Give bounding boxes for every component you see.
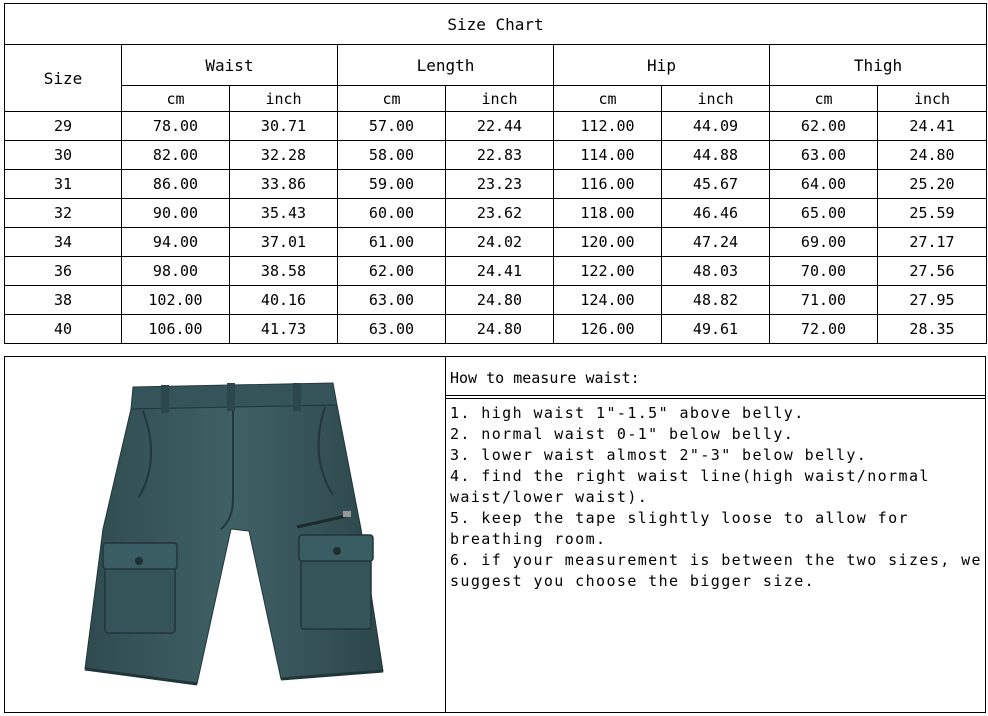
measure-cell: 63.00 (770, 141, 878, 170)
size-cell: 32 (5, 199, 122, 228)
unit-header: inch (230, 86, 338, 112)
unit-header: cm (770, 86, 878, 112)
measure-cell: 122.00 (554, 257, 662, 286)
measure-cell: 44.88 (662, 141, 770, 170)
group-header-waist: Waist (122, 45, 338, 86)
measure-cell: 48.03 (662, 257, 770, 286)
measure-cell: 46.46 (662, 199, 770, 228)
measure-cell: 38.58 (230, 257, 338, 286)
list-item: 6. if your measurement is between the two sizes, we suggest you choose the bigger size. (450, 551, 982, 590)
size-chart-table (4, 3, 987, 344)
measure-cell: 116.00 (554, 170, 662, 199)
measure-cell: 102.00 (122, 286, 230, 315)
unit-header: cm (122, 86, 230, 112)
measure-cell: 78.00 (122, 112, 230, 141)
measure-cell: 59.00 (338, 170, 446, 199)
measure-cell: 24.02 (446, 228, 554, 257)
measure-cell: 72.00 (770, 315, 878, 344)
size-cell: 30 (5, 141, 122, 170)
measure-cell: 106.00 (122, 315, 230, 344)
measure-cell: 61.00 (338, 228, 446, 257)
size-cell: 29 (5, 112, 122, 141)
size-cell: 40 (5, 315, 122, 344)
measure-cell: 44.09 (662, 112, 770, 141)
measure-cell: 27.17 (878, 228, 987, 257)
measure-cell: 28.35 (878, 315, 987, 344)
measure-cell: 25.20 (878, 170, 987, 199)
measure-cell: 48.82 (662, 286, 770, 315)
unit-header: inch (878, 86, 987, 112)
measure-cell: 25.59 (878, 199, 987, 228)
measure-cell: 23.23 (446, 170, 554, 199)
unit-header: cm (338, 86, 446, 112)
cargo-shorts-image (81, 379, 391, 697)
measure-cell: 65.00 (770, 199, 878, 228)
measure-cell: 58.00 (338, 141, 446, 170)
measure-cell: 33.86 (230, 170, 338, 199)
measure-cell: 62.00 (770, 112, 878, 141)
measure-cell: 24.80 (878, 141, 987, 170)
measure-cell: 41.73 (230, 315, 338, 344)
list-item: 4. find the right waist line(high waist/normal waist/lower waist). (450, 467, 930, 506)
measure-steps (446, 398, 985, 592)
measure-cell: 35.43 (230, 199, 338, 228)
measure-cell: 27.95 (878, 286, 987, 315)
table-row (5, 199, 987, 228)
table-row (5, 228, 987, 257)
measure-cell: 27.56 (878, 257, 987, 286)
size-cell: 31 (5, 170, 122, 199)
measure-cell: 22.83 (446, 141, 554, 170)
list-item: 3. lower waist almost 2"-3" below belly. (450, 446, 868, 464)
measure-cell: 86.00 (122, 170, 230, 199)
group-header-thigh: Thigh (770, 45, 987, 86)
size-chart-body (5, 112, 987, 344)
unit-header: cm (554, 86, 662, 112)
size-cell: 36 (5, 257, 122, 286)
group-header-hip: Hip (554, 45, 770, 86)
product-image-cell (5, 357, 446, 712)
measure-cell: 120.00 (554, 228, 662, 257)
table-row (5, 315, 987, 344)
measure-cell: 70.00 (770, 257, 878, 286)
measure-cell: 30.71 (230, 112, 338, 141)
measure-cell: 37.01 (230, 228, 338, 257)
measure-cell: 69.00 (770, 228, 878, 257)
measure-cell: 23.62 (446, 199, 554, 228)
unit-header: inch (662, 86, 770, 112)
measure-cell: 45.67 (662, 170, 770, 199)
list-item: 2. normal waist 0-1" below belly. (450, 425, 795, 443)
unit-header: inch (446, 86, 554, 112)
measure-cell: 98.00 (122, 257, 230, 286)
measure-cell: 24.80 (446, 315, 554, 344)
size-header: Size (5, 45, 122, 112)
measure-cell: 71.00 (770, 286, 878, 315)
measure-cell: 22.44 (446, 112, 554, 141)
group-header-length: Length (338, 45, 554, 86)
measure-cell: 94.00 (122, 228, 230, 257)
size-cell: 38 (5, 286, 122, 315)
measure-cell: 63.00 (338, 315, 446, 344)
measure-cell: 90.00 (122, 199, 230, 228)
measure-cell: 24.41 (878, 112, 987, 141)
measure-title: How to measure waist: (446, 357, 985, 396)
measure-cell: 40.16 (230, 286, 338, 315)
measure-cell: 112.00 (554, 112, 662, 141)
measure-cell: 124.00 (554, 286, 662, 315)
measure-cell: 60.00 (338, 199, 446, 228)
measure-cell: 82.00 (122, 141, 230, 170)
list-item: 5. keep the tape slightly loose to allow for breathing room. (450, 509, 909, 548)
measure-cell: 62.00 (338, 257, 446, 286)
measure-instructions (446, 357, 985, 712)
measure-cell: 118.00 (554, 199, 662, 228)
measure-cell: 47.24 (662, 228, 770, 257)
table-row (5, 257, 987, 286)
measure-cell: 32.28 (230, 141, 338, 170)
measure-cell: 64.00 (770, 170, 878, 199)
table-row (5, 286, 987, 315)
size-cell: 34 (5, 228, 122, 257)
measure-panel (4, 356, 986, 713)
measure-cell: 126.00 (554, 315, 662, 344)
measure-cell: 24.41 (446, 257, 554, 286)
table-row (5, 112, 987, 141)
measure-cell: 63.00 (338, 286, 446, 315)
measure-cell: 49.61 (662, 315, 770, 344)
list-item: 1. high waist 1"-1.5" above belly. (450, 404, 805, 422)
measure-cell: 57.00 (338, 112, 446, 141)
measure-cell: 24.80 (446, 286, 554, 315)
table-row (5, 170, 987, 199)
chart-title: Size Chart (5, 4, 987, 45)
measure-cell: 114.00 (554, 141, 662, 170)
table-row (5, 141, 987, 170)
